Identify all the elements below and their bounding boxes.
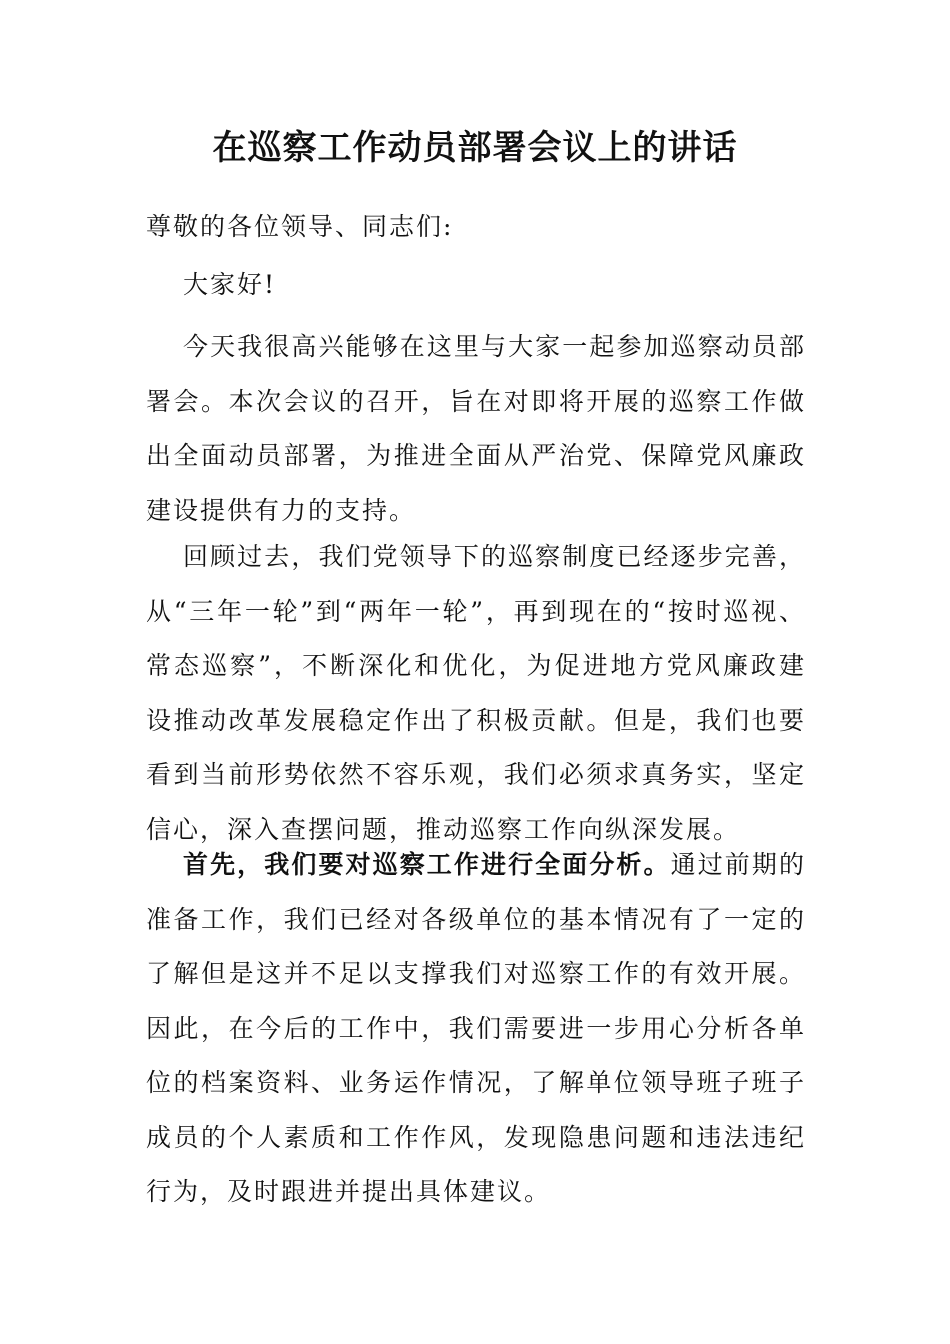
document-title: 在巡察工作动员部署会议上的讲话	[212, 128, 738, 168]
paragraph-lead-bold: 首先，我们要对巡察工作进行全面分析。	[183, 850, 671, 879]
greeting: 大家好!	[183, 270, 277, 299]
paragraph-text: 回顾过去，我们党领导下的巡察制度已经逐步完善，从“三年一轮”到“两年一轮”，再到现在的“按时巡视、常态巡察”，不断深化和优化，为促进地方党风廉政建设推动改革发展稳定作出了积极贡献。但是，我们也要看到当前形势依然不容乐观，我们必须求真务实，坚定信心，深入查摆问题，推动巡察工作向纵深发展。	[146, 542, 806, 844]
paragraph-review	[146, 530, 806, 857]
paragraph-opening	[146, 320, 806, 538]
paragraph-text: 今天我很高兴能够在这里与大家一起参加巡察动员部署会。本次会议的召开，旨在对即将开展的巡察工作做出全面动员部署，为推进全面从严治党、保障党风廉政建设提供有力的支持。	[146, 332, 806, 525]
paragraph-text: 通过前期的准备工作，我们已经对各级单位的基本情况有了一定的了解但是这并不足以支撑我们对巡察工作的有效开展。因此，在今后的工作中，我们需要进一步用心分析各单位的档案资料、业务运作情况，了解单位领导班子班子成员的个人素质和工作作风，发现隐患问题和违法违纪行为，及时跟进并提出具体建议。	[146, 850, 806, 1206]
salutation: 尊敬的各位领导、同志们:	[146, 212, 454, 241]
paragraph-analysis	[146, 838, 806, 1220]
